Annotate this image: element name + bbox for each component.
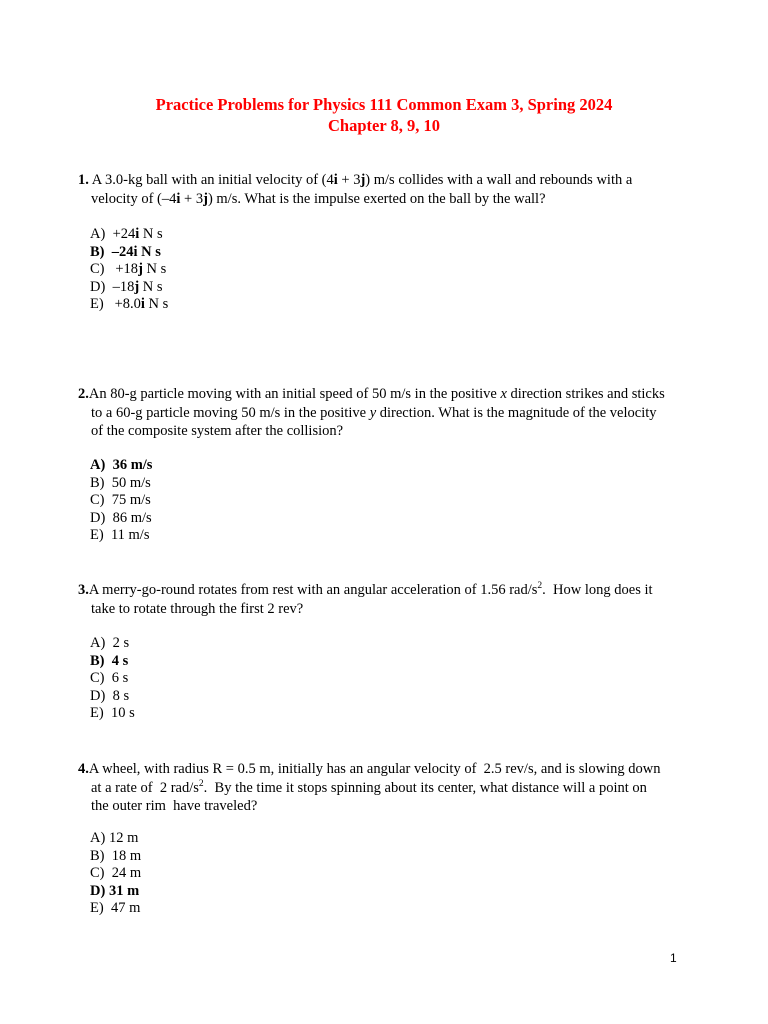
question-number: 2. (78, 386, 89, 402)
text-run: 31 m (105, 882, 140, 899)
text-run: A 3.0-kg ball with an initial velocity of (4 (88, 172, 334, 188)
text-run: to a 60-g particle moving 50 m/s in the positive (91, 404, 370, 421)
question-number: 4. (78, 761, 89, 777)
answer-option (90, 492, 152, 510)
options-list (90, 830, 141, 918)
answer-option (90, 900, 141, 918)
option-letter: B) (90, 652, 105, 669)
text-run: N s (144, 296, 169, 313)
text-run: + 3 (337, 172, 361, 188)
option-letter: E) (90, 296, 104, 313)
option-letter: C) (90, 492, 105, 509)
text-run: x (500, 386, 507, 402)
text-run: A merry-go-round rotates from rest with an angular acceleration of 1.56 rad/s (88, 582, 538, 598)
text-run: y (369, 404, 377, 421)
answer-option (90, 527, 152, 545)
text-run: A wheel, with radius R = 0.5 m, initially has an angular velocity of 2.5 rev/s, and is slowing down (88, 761, 661, 777)
question-text-line (78, 600, 678, 619)
text-run: take to rotate through the first 2 rev? (91, 600, 304, 617)
text-run: 86 m/s (105, 509, 152, 526)
text-run: at a rate of 2 rad/s (91, 779, 199, 796)
answer-option (90, 848, 141, 866)
answer-option (90, 865, 141, 883)
text-run: j (360, 172, 366, 188)
question-text-line (89, 582, 653, 598)
answer-option (90, 688, 135, 706)
answer-option-correct (90, 883, 141, 901)
text-run: 36 m/s (105, 457, 153, 473)
text-run: ) m/s collides with a wall and rebounds with a (365, 172, 633, 188)
text-run: 10 s (103, 705, 135, 722)
text-run: direction strikes and sticks (506, 386, 665, 402)
text-run: direction. What is the magnitude of the velocity (376, 404, 657, 421)
text-run: 47 m (103, 900, 141, 917)
answer-option (90, 635, 135, 653)
options-list (90, 457, 152, 545)
option-letter: E) (90, 705, 104, 722)
text-run: N s (142, 261, 167, 278)
question-text-line (89, 172, 632, 188)
answer-option-correct (90, 457, 152, 475)
answer-option (90, 296, 168, 314)
question-number: 1. (78, 172, 89, 188)
text-run: i (176, 190, 181, 207)
text-run: the outer rim have traveled? (91, 798, 258, 814)
text-run: N s (139, 278, 163, 295)
option-letter: C) (90, 865, 105, 882)
text-run: N s (137, 243, 161, 260)
option-letter: D) (90, 882, 106, 899)
page-title: Practice Problems for Physics 111 Common Exam 3, Spring 2024 (155, 95, 613, 114)
text-run: –18 (105, 278, 135, 295)
answer-option (90, 226, 168, 244)
option-letter: C) (90, 261, 105, 278)
text-run: +18 (104, 261, 139, 278)
answer-option (90, 261, 168, 279)
question-4 (78, 760, 678, 816)
text-run: An 80-g particle moving with an initial speed of 50 m/s in the positive (88, 386, 501, 402)
question-3 (78, 581, 678, 618)
answer-option (90, 510, 152, 528)
text-run: j (203, 190, 208, 207)
question-text-line (78, 422, 678, 441)
question-1 (78, 171, 678, 208)
option-letter: A) (90, 457, 106, 473)
text-run: 11 m/s (103, 527, 150, 544)
options-list (90, 226, 168, 314)
option-letter: B) (90, 474, 105, 491)
answer-option (90, 670, 135, 688)
question-text-line (78, 190, 678, 209)
text-run: +8.0 (103, 296, 141, 313)
text-run: N s (139, 226, 163, 242)
option-letter: B) (90, 847, 105, 864)
text-run: . How long does it (542, 582, 653, 598)
text-run: 8 s (105, 687, 130, 704)
text-run: –24 (104, 243, 134, 260)
text-run: of the composite system after the collision? (91, 423, 344, 439)
text-run: 2 s (105, 635, 130, 651)
text-run: 24 m (104, 865, 142, 882)
answer-option (90, 279, 168, 297)
text-run: ) m/s. What is the impulse exerted on the ball by the wall? (207, 190, 546, 207)
answer-option (90, 830, 141, 848)
text-run: +24 (105, 226, 136, 242)
text-run: + 3 (180, 190, 204, 207)
text-run: 6 s (104, 670, 129, 687)
text-run: j (138, 261, 143, 278)
option-letter: A) (90, 226, 106, 242)
text-run: j (134, 278, 140, 295)
option-letter: D) (90, 687, 106, 704)
question-text-line (89, 761, 661, 777)
option-letter: C) (90, 670, 105, 687)
text-run: i (333, 172, 338, 188)
text-run: 50 m/s (104, 474, 151, 491)
text-run: 12 m (105, 830, 139, 846)
text-run: . By the time it stops spinning about its center, what distance will a point on (203, 779, 647, 796)
text-run: 18 m (104, 847, 142, 864)
answer-option-correct (90, 653, 135, 671)
option-letter: A) (90, 635, 106, 651)
text-run: 75 m/s (104, 492, 151, 509)
answer-option-correct (90, 244, 168, 262)
question-text-line (89, 386, 665, 402)
answer-option (90, 705, 135, 723)
answer-option (90, 475, 152, 493)
option-letter: B) (90, 243, 105, 260)
text-run: i (133, 243, 138, 260)
text-run: velocity of (–4 (91, 190, 177, 207)
page-number: 1 (670, 951, 677, 965)
text-run: 2 (198, 778, 204, 789)
option-letter: D) (90, 278, 106, 295)
option-letter: E) (90, 900, 104, 917)
page-subtitle: Chapter 8, 9, 10 (328, 116, 440, 135)
option-letter: D) (90, 509, 106, 526)
question-text-line (78, 779, 678, 798)
option-letter: A) (90, 830, 106, 846)
text-run: i (140, 296, 145, 313)
text-run: 4 s (104, 652, 129, 669)
question-number: 3. (78, 582, 89, 598)
question-2 (78, 385, 678, 441)
question-text-line (78, 797, 678, 816)
question-text-line (78, 404, 678, 423)
options-list (90, 635, 135, 723)
text-run: i (135, 226, 140, 242)
option-letter: E) (90, 527, 104, 544)
text-run: 2 (537, 581, 543, 592)
